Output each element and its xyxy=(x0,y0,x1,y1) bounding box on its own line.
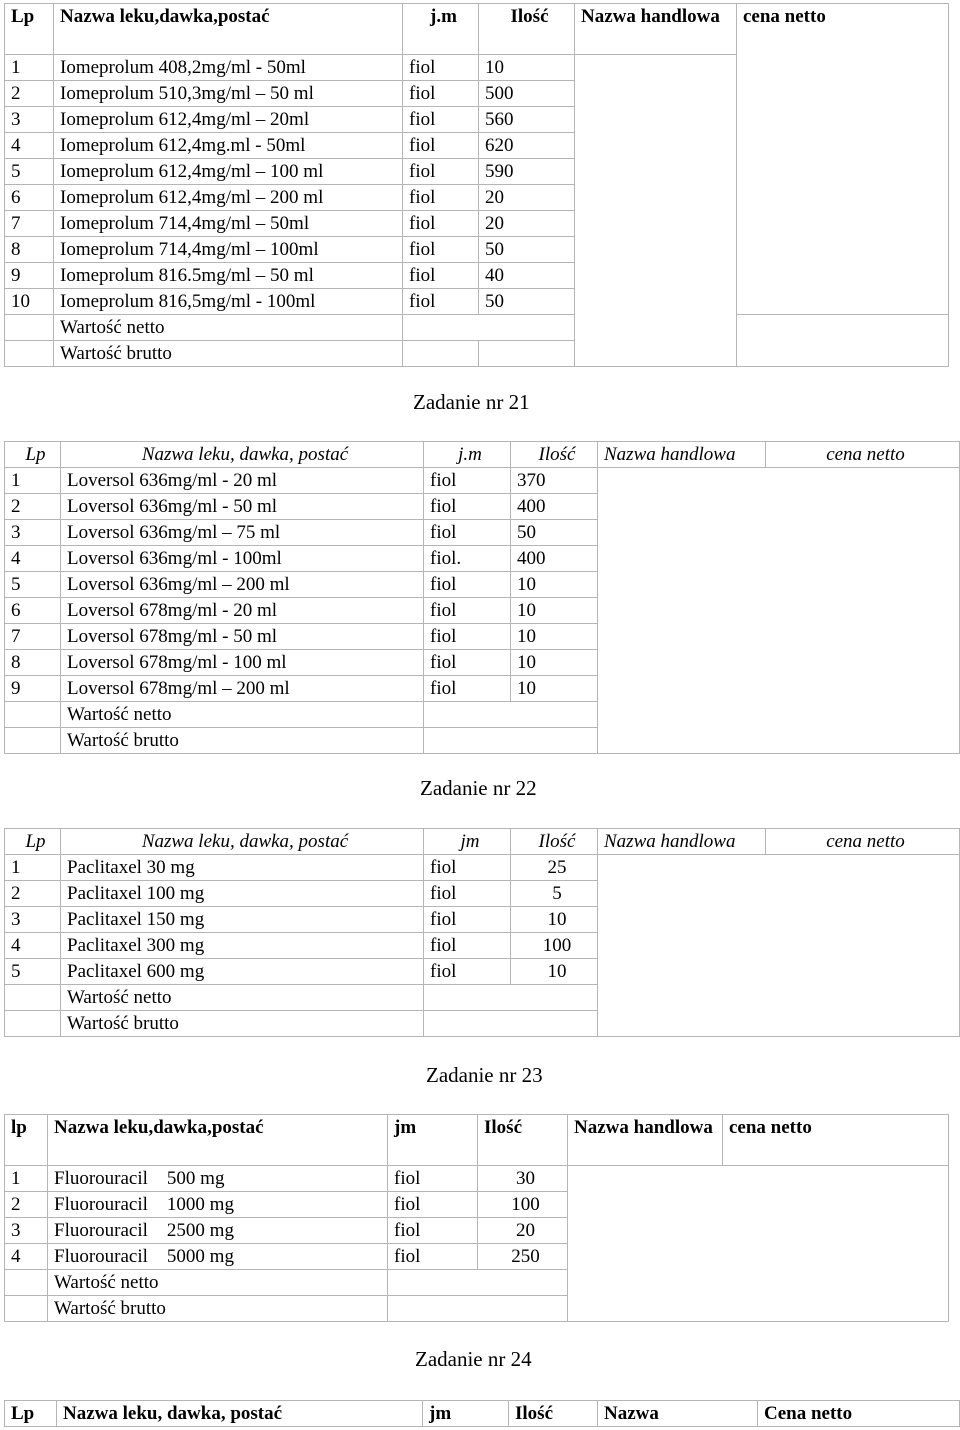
cell-trade-name xyxy=(598,468,960,754)
cell-lp xyxy=(5,702,61,728)
cell-lp: 4 xyxy=(5,1244,48,1270)
cell-lp: 3 xyxy=(5,1218,48,1244)
cell-jm: fiol xyxy=(388,1166,478,1192)
section-title-zadanie-23: Zadanie nr 23 xyxy=(426,1063,543,1087)
cell-lp xyxy=(5,341,54,367)
cell-jm: fiol xyxy=(424,468,511,494)
header-jm: j.m xyxy=(403,4,479,55)
cell-qty: 50 xyxy=(511,520,598,546)
cell-lp: 3 xyxy=(5,107,54,133)
cell-lp xyxy=(5,985,61,1011)
cell-lp: 5 xyxy=(5,572,61,598)
cell-net-price xyxy=(737,315,949,367)
cell-name: Loversol 678mg/ml – 200 ml xyxy=(61,676,424,702)
table-zadanie-22 xyxy=(4,828,960,1037)
cell-jm: fiol xyxy=(424,676,511,702)
header-qty: Ilość xyxy=(509,1401,598,1427)
cell-qty: 10 xyxy=(511,572,598,598)
cell-lp: 1 xyxy=(5,468,61,494)
cell-jm: fiol xyxy=(424,959,511,985)
cell-name: Iomeprolum 714,4mg/ml – 100ml xyxy=(54,237,403,263)
header-trade-name: Nazwa handlowa xyxy=(568,1115,723,1166)
cell-lp: 9 xyxy=(5,676,61,702)
cell-qty: 25 xyxy=(511,855,598,881)
header-qty: Ilość xyxy=(511,829,598,855)
cell-qty: 20 xyxy=(479,211,575,237)
cell-qty: 30 xyxy=(478,1166,568,1192)
cell-jm: fiol xyxy=(403,211,479,237)
table-zadanie-20 xyxy=(4,3,949,367)
header-net-price: cena netto xyxy=(766,442,960,468)
cell-qty: 20 xyxy=(479,185,575,211)
cell-jm: fiol xyxy=(424,933,511,959)
section-title-zadanie-24: Zadanie nr 24 xyxy=(415,1347,532,1371)
cell-jm: fiol xyxy=(424,520,511,546)
netto-row xyxy=(5,315,949,341)
cell-jm: fiol xyxy=(424,494,511,520)
table-zadanie-23 xyxy=(4,1114,949,1322)
table-zadanie-24 xyxy=(4,1400,960,1427)
section-title-zadanie-21: Zadanie nr 21 xyxy=(413,390,530,414)
brutto-value xyxy=(424,728,598,754)
cell-name: Fluorouracil 500 mg xyxy=(48,1166,388,1192)
cell-qty: 10 xyxy=(511,598,598,624)
table-header-row xyxy=(5,829,960,855)
header-net-price: Cena netto xyxy=(758,1401,960,1427)
netto-label: Wartość netto xyxy=(48,1270,388,1296)
cell-lp: 7 xyxy=(5,624,61,650)
cell-qty: 50 xyxy=(479,237,575,263)
cell-jm: fiol xyxy=(424,598,511,624)
cell-qty: 10 xyxy=(511,959,598,985)
cell-qty: 10 xyxy=(511,650,598,676)
cell-jm: fiol xyxy=(403,81,479,107)
cell-name: Fluorouracil 1000 mg xyxy=(48,1192,388,1218)
brutto-label: Wartość brutto xyxy=(54,341,403,367)
table-header-row xyxy=(5,4,949,55)
brutto-value xyxy=(403,341,479,367)
cell-qty xyxy=(479,341,575,367)
netto-label: Wartość netto xyxy=(61,985,424,1011)
cell-qty: 40 xyxy=(479,263,575,289)
cell-jm: fiol xyxy=(403,133,479,159)
cell-jm: fiol xyxy=(403,55,479,81)
cell-jm: fiol xyxy=(403,107,479,133)
cell-qty: 400 xyxy=(511,494,598,520)
cell-qty: 5 xyxy=(511,881,598,907)
cell-qty: 250 xyxy=(478,1244,568,1270)
header-trade-name: Nazwa handlowa xyxy=(598,829,766,855)
brutto-label: Wartość brutto xyxy=(61,728,424,754)
netto-label: Wartość netto xyxy=(54,315,403,341)
cell-name: Loversol 636mg/ml - 50 ml xyxy=(61,494,424,520)
cell-lp xyxy=(5,1011,61,1037)
table-header-row xyxy=(5,442,960,468)
cell-lp: 4 xyxy=(5,933,61,959)
header-lp: Lp xyxy=(5,442,61,468)
cell-lp: 1 xyxy=(5,1166,48,1192)
cell-lp xyxy=(5,728,61,754)
cell-qty: 10 xyxy=(511,907,598,933)
netto-value xyxy=(388,1270,568,1296)
cell-qty: 500 xyxy=(479,81,575,107)
cell-qty: 10 xyxy=(511,676,598,702)
cell-name: Paclitaxel 100 mg xyxy=(61,881,424,907)
cell-name: Iomeprolum 612,4mg.ml - 50ml xyxy=(54,133,403,159)
cell-lp: 4 xyxy=(5,546,61,572)
netto-value xyxy=(403,315,575,341)
cell-name: Iomeprolum 816.5mg/ml – 50 ml xyxy=(54,263,403,289)
cell-qty: 100 xyxy=(511,933,598,959)
cell-qty: 50 xyxy=(479,289,575,315)
cell-jm: fiol xyxy=(403,263,479,289)
header-name: Nazwa leku,dawka,postać xyxy=(48,1115,388,1166)
cell-name: Loversol 636mg/ml – 75 ml xyxy=(61,520,424,546)
cell-qty: 100 xyxy=(478,1192,568,1218)
cell-jm: fiol xyxy=(424,881,511,907)
header-qty: Ilość xyxy=(511,442,598,468)
header-name: Nazwa leku,dawka,postać xyxy=(54,4,403,55)
cell-lp: 3 xyxy=(5,907,61,933)
header-lp: Lp xyxy=(5,1401,57,1427)
header-net-price: cena netto xyxy=(766,829,960,855)
cell-lp: 2 xyxy=(5,1192,48,1218)
cell-jm: fiol xyxy=(424,650,511,676)
cell-qty: 560 xyxy=(479,107,575,133)
header-net-price: cena netto xyxy=(737,4,949,315)
header-jm: jm xyxy=(423,1401,509,1427)
cell-lp: 1 xyxy=(5,855,61,881)
cell-lp: 3 xyxy=(5,520,61,546)
header-jm: jm xyxy=(388,1115,478,1166)
brutto-value xyxy=(388,1296,568,1322)
cell-qty: 370 xyxy=(511,468,598,494)
cell-lp: 6 xyxy=(5,598,61,624)
cell-lp: 7 xyxy=(5,211,54,237)
cell-lp: 4 xyxy=(5,133,54,159)
brutto-value xyxy=(424,1011,598,1037)
cell-name: Iomeprolum 612,4mg/ml – 100 ml xyxy=(54,159,403,185)
cell-name: Iomeprolum 816,5mg/ml - 100ml xyxy=(54,289,403,315)
brutto-label: Wartość brutto xyxy=(61,1011,424,1037)
cell-lp: 5 xyxy=(5,159,54,185)
header-qty: Ilość xyxy=(478,1115,568,1166)
cell-jm: fiol xyxy=(388,1244,478,1270)
cell-jm: fiol xyxy=(424,907,511,933)
header-name: Nazwa leku, dawka, postać xyxy=(61,829,424,855)
cell-lp xyxy=(5,1270,48,1296)
cell-name: Fluorouracil 2500 mg xyxy=(48,1218,388,1244)
cell-lp: 8 xyxy=(5,650,61,676)
cell-lp: 8 xyxy=(5,237,54,263)
cell-lp: 1 xyxy=(5,55,54,81)
header-jm: j.m xyxy=(424,442,511,468)
brutto-label: Wartość brutto xyxy=(48,1296,388,1322)
cell-name: Loversol 636mg/ml - 20 ml xyxy=(61,468,424,494)
cell-name: Paclitaxel 600 mg xyxy=(61,959,424,985)
table-header-row xyxy=(5,1401,960,1427)
header-name: Nazwa leku, dawka, postać xyxy=(57,1401,423,1427)
header-name: Nazwa leku, dawka, postać xyxy=(61,442,424,468)
cell-lp: 2 xyxy=(5,881,61,907)
header-trade-name: Nazwa handlowa xyxy=(575,4,737,55)
cell-lp: 6 xyxy=(5,185,54,211)
table-row xyxy=(5,1166,949,1192)
cell-jm: fiol xyxy=(424,855,511,881)
cell-name: Paclitaxel 300 mg xyxy=(61,933,424,959)
cell-name: Iomeprolum 510,3mg/ml – 50 ml xyxy=(54,81,403,107)
cell-qty: 10 xyxy=(479,55,575,81)
cell-jm: fiol xyxy=(403,159,479,185)
cell-lp xyxy=(5,315,54,341)
cell-name: Iomeprolum 612,4mg/ml – 200 ml xyxy=(54,185,403,211)
cell-qty: 400 xyxy=(511,546,598,572)
cell-qty: 20 xyxy=(478,1218,568,1244)
cell-name: Loversol 678mg/ml - 20 ml xyxy=(61,598,424,624)
cell-qty: 590 xyxy=(479,159,575,185)
cell-name: Iomeprolum 408,2mg/ml - 50ml xyxy=(54,55,403,81)
cell-lp: 10 xyxy=(5,289,54,315)
header-trade-name: Nazwa xyxy=(598,1401,758,1427)
netto-value xyxy=(424,702,598,728)
cell-qty: 10 xyxy=(511,624,598,650)
cell-jm: fiol. xyxy=(424,546,511,572)
header-lp: Lp xyxy=(5,829,61,855)
cell-qty: 620 xyxy=(479,133,575,159)
cell-lp: 2 xyxy=(5,81,54,107)
cell-name: Paclitaxel 150 mg xyxy=(61,907,424,933)
table-header-row xyxy=(5,1115,949,1166)
cell-jm: fiol xyxy=(403,185,479,211)
cell-trade-name xyxy=(568,1166,949,1322)
section-title-zadanie-22: Zadanie nr 22 xyxy=(420,776,537,800)
cell-jm: fiol xyxy=(388,1192,478,1218)
cell-trade-name xyxy=(575,55,737,367)
header-trade-name: Nazwa handlowa xyxy=(598,442,766,468)
header-lp: Lp xyxy=(5,4,54,55)
cell-lp: 5 xyxy=(5,959,61,985)
cell-jm: fiol xyxy=(424,624,511,650)
cell-trade-name xyxy=(598,855,960,1037)
cell-name: Loversol 636mg/ml – 200 ml xyxy=(61,572,424,598)
cell-name: Loversol 636mg/ml - 100ml xyxy=(61,546,424,572)
netto-value xyxy=(424,985,598,1011)
header-net-price: cena netto xyxy=(723,1115,949,1166)
cell-lp: 9 xyxy=(5,263,54,289)
cell-jm: fiol xyxy=(388,1218,478,1244)
cell-name: Loversol 678mg/ml - 50 ml xyxy=(61,624,424,650)
table-row xyxy=(5,468,960,494)
cell-name: Iomeprolum 714,4mg/ml – 50ml xyxy=(54,211,403,237)
table-row xyxy=(5,855,960,881)
cell-jm: fiol xyxy=(403,237,479,263)
cell-lp: 2 xyxy=(5,494,61,520)
cell-name: Paclitaxel 30 mg xyxy=(61,855,424,881)
cell-lp xyxy=(5,1296,48,1322)
header-jm: jm xyxy=(424,829,511,855)
header-qty: Ilość xyxy=(479,4,575,55)
cell-name: Loversol 678mg/ml - 100 ml xyxy=(61,650,424,676)
cell-name: Fluorouracil 5000 mg xyxy=(48,1244,388,1270)
cell-jm: fiol xyxy=(424,572,511,598)
cell-name: Iomeprolum 612,4mg/ml – 20ml xyxy=(54,107,403,133)
netto-label: Wartość netto xyxy=(61,702,424,728)
header-lp: lp xyxy=(5,1115,48,1166)
cell-jm: fiol xyxy=(403,289,479,315)
table-zadanie-21 xyxy=(4,441,960,754)
